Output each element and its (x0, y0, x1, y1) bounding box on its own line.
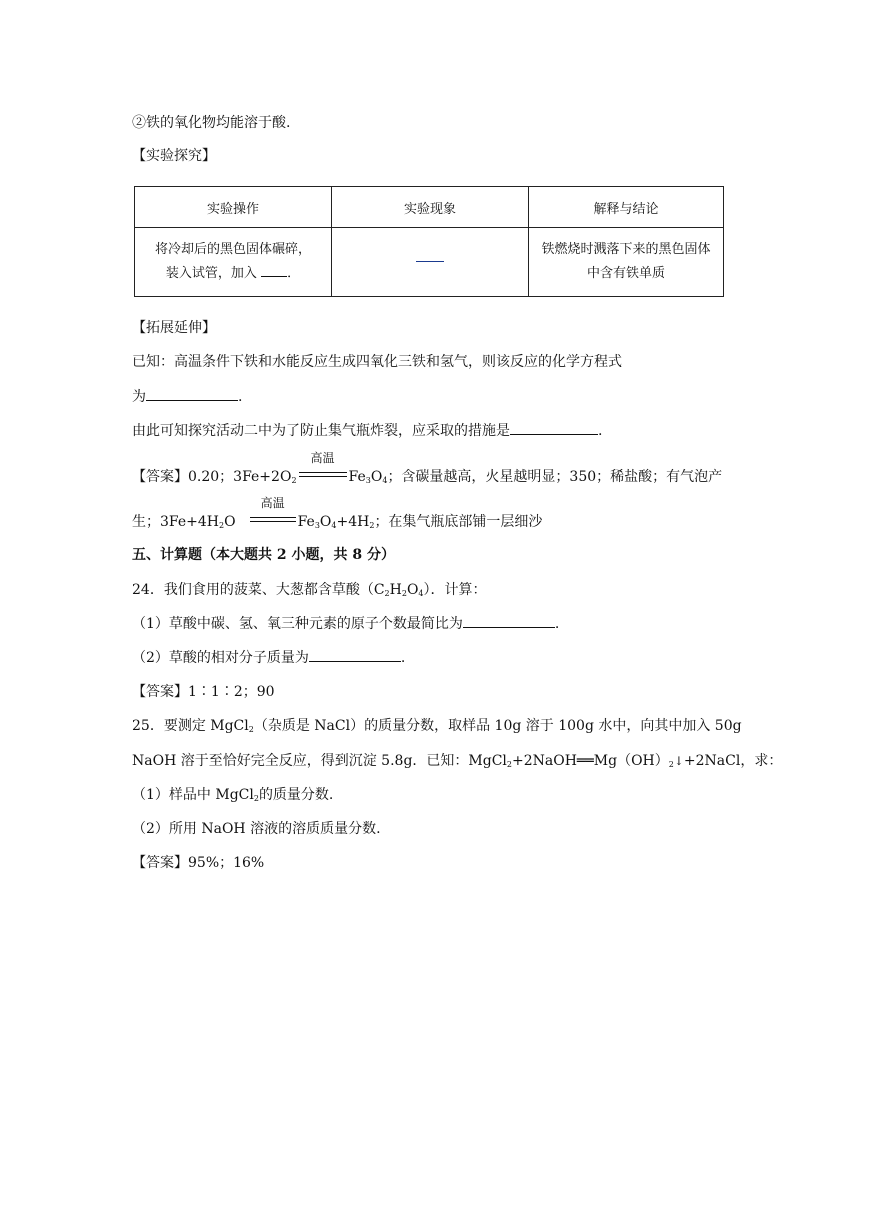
table-header-row (135, 187, 724, 228)
text-fragment: 25．要测定 MgCl (132, 718, 249, 734)
text-line-iron-oxides: ②铁的氧化物均能溶于酸. (132, 115, 291, 131)
subscript: 2 (668, 760, 674, 769)
operation-line-1: 将冷却后的黑色固体碾碎， (154, 242, 311, 257)
heading-extension: 【拓展延伸】 (132, 320, 216, 336)
phenomenon-answer-blank (416, 249, 444, 262)
reaction-condition (250, 496, 296, 532)
table-header-conclusion: 解释与结论 (529, 187, 724, 228)
text-fragment: 的质量分数. (258, 787, 334, 803)
subscript: 3 (365, 476, 371, 485)
text-fragment: 为 (132, 389, 146, 405)
text-fragment: ）．计算： (423, 582, 487, 598)
text-fragment: 由此可知探究活动二中为了防止集气瓶炸裂，应采取的措施是 (132, 423, 510, 439)
subscript: 2 (506, 760, 512, 769)
condition-text: 高温 (310, 451, 335, 465)
text-fragment: O (370, 469, 383, 485)
table-cell-conclusion (529, 228, 724, 297)
text-line-known: 已知：高温条件下铁和水能反应生成四氧化三铁和氢气，则该反应的化学方程式 (132, 354, 622, 370)
subscript: 2 (369, 521, 375, 530)
answer-24: 【答案】1∶1∶2；90 (132, 684, 275, 700)
table-header-phenomenon: 实验现象 (332, 187, 529, 228)
text-fragment: +2NaOH══Mg（OH） (512, 753, 669, 769)
table-header-operation: 实验操作 (135, 187, 332, 228)
text-fragment: . (400, 650, 406, 666)
text-fragment: （1）草酸中碳、氢、氧三种元素的原子个数最简比为 (132, 616, 463, 632)
answer-blank-equation (146, 386, 238, 401)
text-line-equation-prompt (132, 386, 242, 407)
text-fragment: O (406, 582, 419, 598)
text-fragment: （2）草酸的相对分子质量为 (132, 650, 309, 666)
question-24-part-2 (132, 647, 405, 668)
answer-line-1 (132, 451, 723, 487)
text-fragment: ；含碳量越高，火星越明显；350；稀盐酸；有气泡产 (387, 469, 723, 485)
subscript: 2 (291, 476, 297, 485)
answer-blank-measure (510, 420, 598, 435)
operation-answer-blank (261, 264, 287, 277)
precipitate-arrow: ↓ (673, 754, 684, 768)
question-25-part-2: （2）所用 NaOH 溶液的溶质质量分数. (132, 821, 381, 837)
section-title-calculation: 五、计算题（本大题共 2 小题，共 8 分） (132, 547, 395, 563)
text-fragment: O (319, 514, 332, 530)
text-fragment: 24．我们食用的菠菜、大葱都含草酸（C (132, 582, 385, 598)
text-fragment: （杂质是 NaCl）的质量分数，取样品 10g 溶于 100g 水中，向其中加入 50g (253, 718, 742, 734)
answer-blank-molar-mass (309, 647, 401, 662)
text-fragment: ；在集气瓶底部铺一层细沙 (374, 514, 543, 530)
subscript: 2 (401, 589, 407, 598)
subscript: 3 (314, 521, 320, 530)
conclusion-line-1: 铁燃烧时溅落下来的黑色固体 (541, 242, 711, 257)
subscript: 4 (331, 521, 337, 530)
subscript: 2 (248, 725, 254, 734)
text-line-measure-prompt (132, 420, 602, 441)
subscript: 4 (418, 589, 424, 598)
text-fragment: +4H (336, 514, 370, 530)
subscript: 2 (384, 589, 390, 598)
text-fragment: 【答案】0.20；3Fe+2O (132, 469, 292, 485)
subscript: 2 (253, 794, 259, 803)
equals-sign (250, 517, 296, 522)
heading-experiment: 【实验探究】 (132, 148, 216, 164)
answer-line-2 (132, 496, 543, 532)
text-fragment: NaOH 溶于至恰好完全反应，得到沉淀 5.8g．已知：MgCl (132, 753, 507, 769)
question-25-line-2 (132, 751, 782, 771)
text-fragment: . (598, 423, 603, 439)
reaction-condition (299, 451, 347, 487)
text-fragment: . (554, 616, 560, 632)
subscript: 4 (382, 476, 388, 485)
operation-line-2-pre: 装入试管，加入 (165, 266, 257, 281)
question-25-line-1 (132, 716, 742, 736)
question-25-part-1 (132, 785, 333, 805)
question-24 (132, 580, 487, 600)
text-fragment: Fe (348, 469, 366, 485)
conclusion-line-2: 中含有铁单质 (586, 266, 665, 281)
text-fragment: O (224, 514, 236, 530)
question-24-part-1 (132, 613, 559, 634)
answer-blank-ratio (463, 613, 555, 628)
operation-line-2-post: ． (287, 266, 301, 281)
text-fragment: （1）样品中 MgCl (132, 787, 254, 803)
equals-sign (299, 472, 347, 477)
text-fragment: H (389, 582, 402, 598)
subscript: 2 (219, 521, 225, 530)
text-fragment: . (238, 389, 243, 405)
answer-25: 【答案】95%；16% (132, 855, 265, 871)
text-fragment: Fe (297, 514, 315, 530)
experiment-table (134, 186, 724, 297)
table-row (135, 228, 724, 297)
table-cell-phenomenon (332, 228, 529, 297)
condition-text: 高温 (260, 496, 285, 510)
text-fragment: 生；3Fe+4H (132, 514, 219, 530)
table-cell-operation (135, 228, 332, 297)
text-fragment: +2NaCl，求： (683, 753, 783, 769)
